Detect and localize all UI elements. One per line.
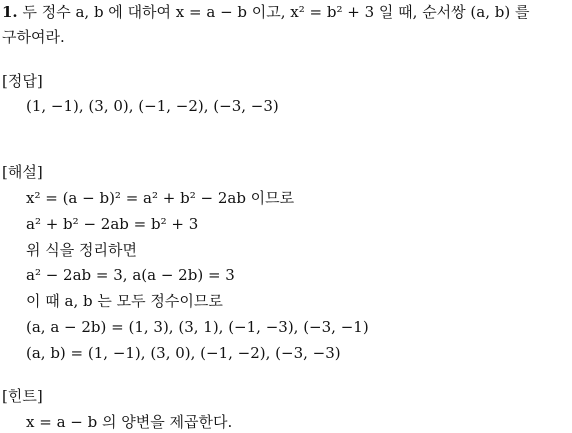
explanation-line: (a, b) = (1, −1), (3, 0), (−1, −2), (−3, −3) xyxy=(26,344,341,362)
explanation-header: [해설] xyxy=(2,163,43,181)
explanation-line: a² + b² − 2ab = b² + 3 xyxy=(26,215,199,233)
hint-value: x = a − b 의 양변을 제곱한다. xyxy=(26,413,233,431)
answer-value: (1, −1), (3, 0), (−1, −2), (−3, −3) xyxy=(26,97,279,115)
hint-header: [힌트] xyxy=(2,387,43,405)
problem-text-line2: 구하여라. xyxy=(2,28,65,46)
problem-number: 1. xyxy=(2,3,18,21)
explanation-line: 위 식을 정리하면 xyxy=(26,241,137,259)
explanation-line: 이 때 a, b 는 모두 정수이므로 xyxy=(26,292,223,310)
explanation-line: (a, a − 2b) = (1, 3), (3, 1), (−1, −3), (−3, −1) xyxy=(26,318,369,336)
explanation-line: a² − 2ab = 3, a(a − 2b) = 3 xyxy=(26,266,235,284)
problem-text-line1: 두 정수 a, b 에 대하여 x = a − b 이고, x² = b² + 3 일 때, 순서쌍 (a, b) 를 xyxy=(22,3,530,21)
explanation-line: x² = (a − b)² = a² + b² − 2ab 이므로 xyxy=(26,189,295,207)
answer-header: [정답] xyxy=(2,72,43,90)
problem-statement xyxy=(2,2,529,22)
